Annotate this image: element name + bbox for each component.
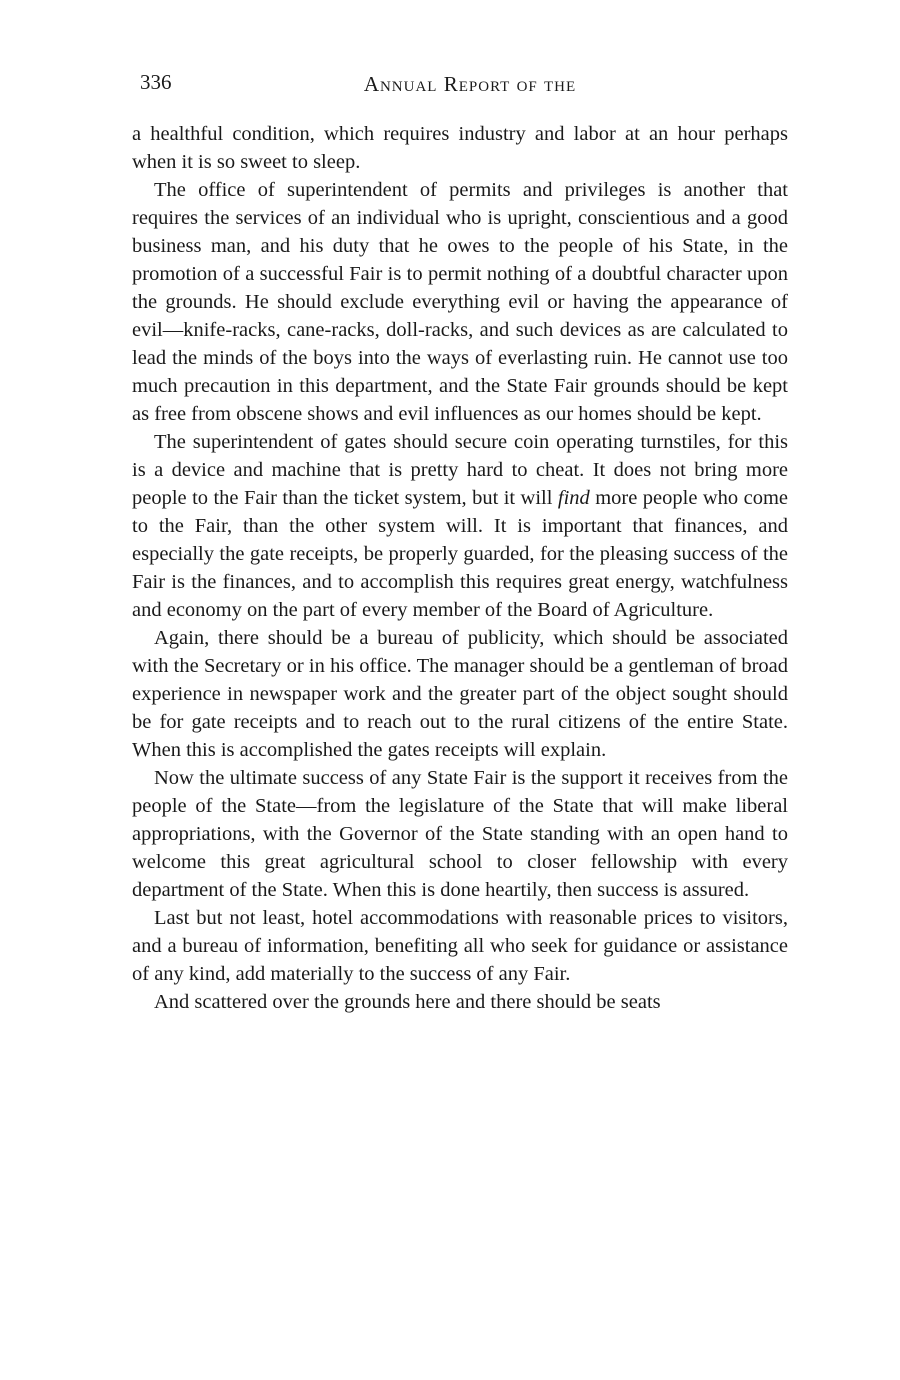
page-header <box>140 70 800 100</box>
paragraph-gates <box>132 428 788 624</box>
paragraph-hotel: Last but not least, hotel accommodations with reasonable prices to visitors, and a bureau of information, benefiting all who seek for guidance or assistance of any kind, add materially to the success of any Fair. <box>132 907 788 985</box>
paragraph-permits: The office of superintendent of permits and privileges is another that requires the services of an individual who is upright, conscientious and a good business man, and his duty that he owes to the people of his State, in the promotion of a successful Fair is to permit nothing of a doubtful character upon the grounds. He should exclude everything evil or having the appearance of evil—knife-racks, cane-racks, doll-racks, and such devices as are calculated to lead the minds of the boys into the ways of everlasting ruin. He cannot use too much precaution in this department, and the State Fair grounds should be kept as free from obscene shows and evil influences as our homes should be kept. <box>132 179 788 425</box>
page-number: 336 <box>140 70 172 94</box>
running-head: Annual Report of the <box>363 72 577 96</box>
paragraph-seats: And scattered over the grounds here and there should be seats <box>154 991 661 1013</box>
gates-italic-word: find <box>557 487 590 509</box>
paragraph-continuation: a healthful condition, which requires industry and labor at an hour perhaps when it is so sweet to sleep. <box>132 123 788 173</box>
paragraph-state-support: Now the ultimate success of any State Fair is the support it receives from the people of the State—from the legislature of the State that will make liberal appropriations, with the Governor of the State standing with an open hand to welcome this great agricultural school to closer fellowship with every department of the State. When this is done heartily, then success is assured. <box>132 767 788 901</box>
gates-text-end: more people who come to the Fair, than the other system will. It is important that finances, and especially the gate receipts, be properly guarded, for the pleasing success of the Fair is the finances, and to accomplish this requires great energy, watchfulness and economy on the part of every member of the Board of Agriculture. <box>132 487 789 621</box>
paragraph-publicity: Again, there should be a bureau of publicity, which should be associated with the Secretary or in his office. The manager should be a gentleman of broad experience in newspaper work and the greater part of the object sought should be for gate receipts and to reach out to the rural citizens of the entire State. When this is accomplished the gates receipts will explain. <box>132 627 788 761</box>
body-text <box>132 120 788 1016</box>
gates-text-start: The superintendent of gates should secure coin operating turnstiles, for this is a device and machine that is pretty hard to cheat. It does not bring more people to the Fair than the ticket system, but it will <box>132 431 788 509</box>
